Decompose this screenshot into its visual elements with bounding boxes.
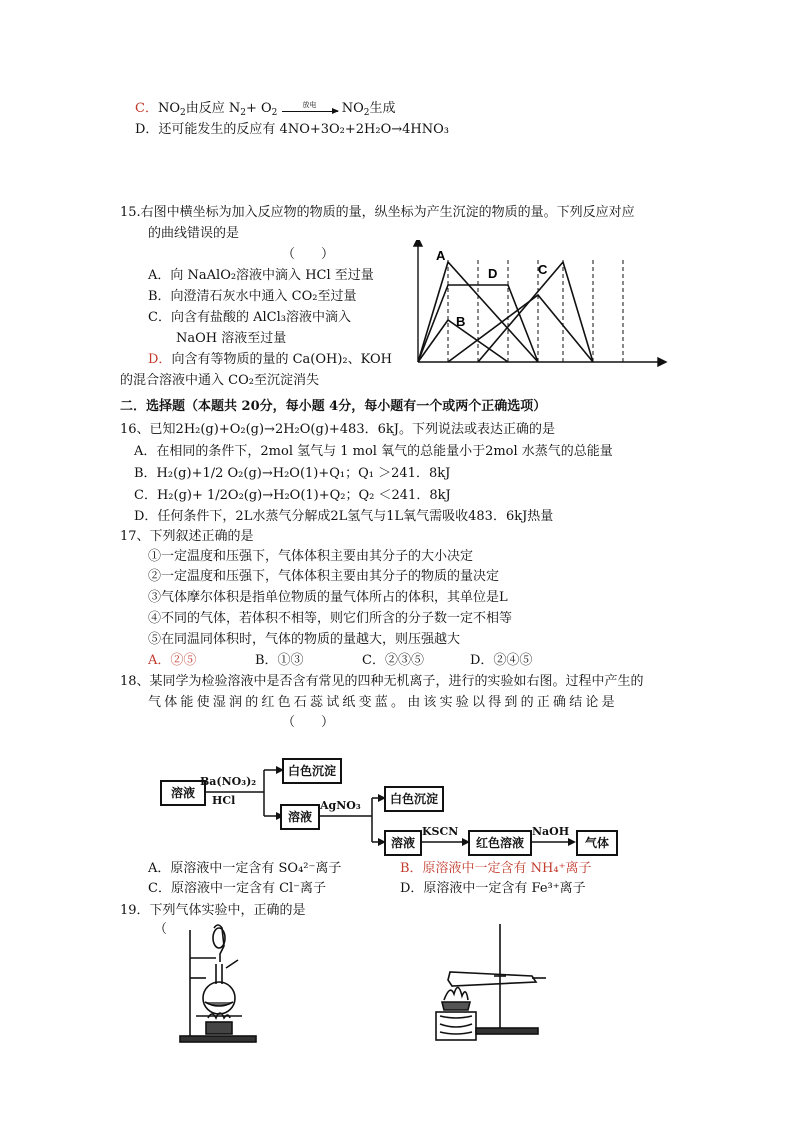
flow-reagent-hcl: HCl [212,794,236,807]
q16-option-a: A．在相同的条件下，2mol 氢气与 1 mol 氧气的总能量小于2mol 水蒸气的总能量 [134,444,613,459]
q18-answer-paren: （ ） [282,715,335,730]
graph-label-b: B [456,314,466,329]
reaction-arrow: 放电 [282,105,338,112]
q17-option-d: D．②④⑤ [470,653,533,668]
graph-label-a: A [436,248,446,263]
q17-statement-3: ③气体摩尔体积是指单位物质的量气体所占的体积，其单位是L [148,590,508,605]
flow-white-precipitate-2: 白色沉淀 [384,786,444,812]
q16-stem: 16、已知2H₂(g)+O₂(g)→2H₂O(g)+483．6kJ。下列说法或表达正确的是 [120,422,555,437]
flow-white-precipitate-1: 白色沉淀 [282,758,342,784]
q15-option-b: B．向澄清石灰水中通入 CO₂至过量 [148,289,357,304]
q15-precipitate-graph [408,240,668,370]
flow-gas-box: 气体 [576,830,618,856]
q15-option-c-line1: C．向含有盐酸的 AlCl₃溶液中滴入 [148,310,351,325]
graph-label-d: D [488,266,498,281]
section-2-header: 二．选择题（本题共 20分，每小题 4分，每小题有一个或两个正确选项） [120,399,547,414]
q17-option-a: A．②⑤ [148,653,197,668]
q18-stem-line1: 18、某同学为检验溶液中是否含有常见的四种无机离子，进行的实验如右图。过程中产生的 [120,674,644,689]
q19-apparatus-flask-setup [176,918,266,1053]
flow-reagent-ba-no3: Ba(NO₃)₂ [200,775,257,788]
q14-option-d: D．还可能发生的反应有 4NO+3O₂+2H₂O→4HNO₃ [135,122,450,137]
q15-stem-line2: 的曲线错误的是 [148,226,240,241]
flow-solution-3-box: 溶液 [384,830,422,856]
q18-option-d: D．原溶液中一定含有 Fe³⁺离子 [400,881,586,896]
flow-reagent-kscn: KSCN [422,825,459,838]
q15-option-d-line2: 的混合溶液中通入 CO₂至沉淀消失 [120,373,319,388]
q17-statement-5: ⑤在同温同体积时，气体的物质的量越大，则压强越大 [148,632,461,647]
q15-option-a: A．向 NaAlO₂溶液中滴入 HCl 至过量 [148,268,374,283]
q18-option-a: A．原溶液中一定含有 SO₄²⁻离子 [148,861,342,876]
graph-label-c: C [538,262,548,277]
flow-solution-box: 溶液 [160,780,206,806]
q19-answer-paren: （ [154,922,168,937]
q15-answer-paren: （ ） [282,247,335,262]
q17-option-b: B．①③ [255,653,304,668]
q17-statement-1: ①一定温度和压强下，气体体积主要由其分子的大小决定 [148,549,474,564]
q17-statement-4: ④不同的气体，若体积不相等，则它们所含的分子数一定不相等 [148,611,513,626]
q15-stem-line1: 15.右图中横坐标为加入反应物的物质的量，纵坐标为产生沉淀的物质的量。下列反应对应 [120,205,635,220]
q18-option-b: B．原溶液中一定含有 NH₄⁺离子 [400,861,592,876]
q17-stem: 17、下列叙述正确的是 [120,529,254,544]
q16-option-c: C．H₂(g)+ 1/2O₂(g)→H₂O(1)+Q₂；Q₂ ＜241．8kJ [134,488,451,503]
q16-option-b: B．H₂(g)+1/2 O₂(g)→H₂O(1)+Q₁；Q₁ ＞241．8kJ [134,466,451,481]
flow-reagent-agno3: AgNO₃ [320,799,361,812]
q14-option-c: C．$NO_2$由反应 $N_2+ O_2$ 放电 $NO_2$生成 [135,101,396,118]
q15-option-d-line1: D．向含有等物质的量的 Ca(OH)₂、KOH [148,352,392,367]
q17-statement-2: ②一定温度和压强下，气体体积主要由其分子的物质的量决定 [148,569,500,584]
flow-reagent-naoh: NaOH [532,825,570,838]
flow-solution-2-box: 溶液 [280,804,320,830]
q19-apparatus-test-tube-heating [432,920,556,1046]
q15-option-c-line2: NaOH 溶液至过量 [176,331,287,346]
flow-red-solution-box: 红色溶液 [468,830,532,856]
q16-option-d: D．任何条件下，2L水蒸气分解成2L氢气与1L氧气需吸收483．6kJ热量 [134,509,554,524]
q19-stem: 19．下列气体实验中，正确的是 [120,903,306,918]
q18-stem-line2: 气体能使湿润的红色石蕊试纸变蓝。由该实验以得到的正确结论是 [148,695,618,710]
q18-option-c: C．原溶液中一定含有 Cl⁻离子 [148,881,327,896]
q17-option-c: C．②③⑤ [362,653,424,668]
